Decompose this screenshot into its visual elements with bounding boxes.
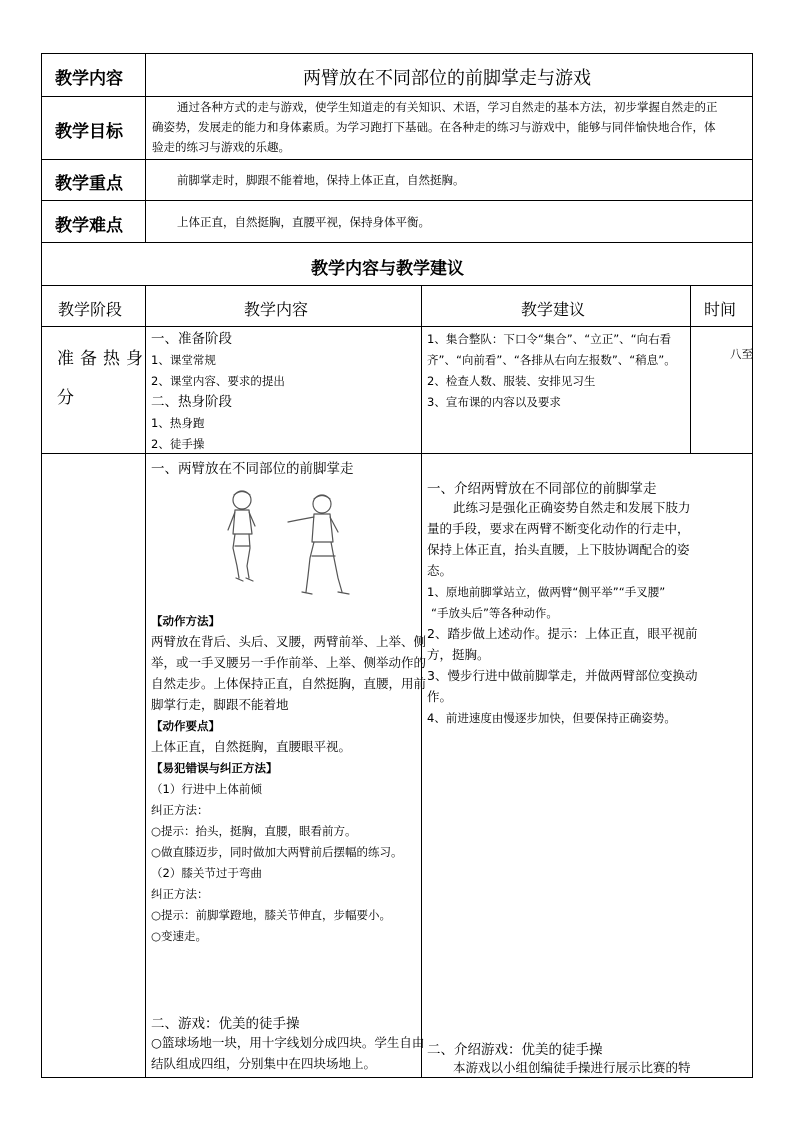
- content-value: 两臂放在不同部位的前脚掌走与游戏: [303, 68, 591, 89]
- fix-item: ○提示：前脚掌蹬地，膝关节伸直，步幅要小。: [151, 908, 392, 922]
- content-line: 1、热身跑: [151, 416, 205, 430]
- advice-item: 作。: [427, 689, 453, 704]
- game-title: 二、游戏：优美的徒手操: [151, 1016, 300, 1032]
- row-divider: [41, 159, 753, 160]
- advice-item: 1、原地前脚掌站立，做两臂“侧平举”“手叉腰”: [427, 585, 666, 599]
- stage-label: 准备热身: [57, 349, 149, 369]
- advice-item: 2、踏步做上述动作。提示：上体正直，眼平视前: [427, 626, 698, 641]
- key-point-label: 教学重点: [55, 174, 123, 194]
- content-line: 二、热身阶段: [151, 394, 232, 410]
- advice-game-line: 本游戏以小组创编徒手操进行展示比赛的特: [453, 1060, 691, 1075]
- key-point-value: 前脚掌走时，脚跟不能着地，保持上体正直，自然挺胸。: [177, 173, 465, 187]
- error-item: （1）行进中上体前倾: [151, 782, 262, 796]
- goal-label: 教学目标: [55, 122, 123, 142]
- method-line: 两臂放在背后、头后、叉腰，两臂前举、上举、侧: [151, 634, 427, 649]
- row-divider: [41, 453, 753, 454]
- advice-intro-line: 保持上体正直，抬头直腰，上下肢协调配合的姿: [427, 542, 690, 557]
- advice-intro-line: 量的手段，要求在两臂不断变化动作的行走中，: [427, 521, 690, 536]
- column-divider: [690, 285, 691, 454]
- advice-item: 4、前进速度由慢逐步加快，但要保持正确姿势。: [427, 711, 676, 725]
- section-title: 教学内容与教学建议: [311, 259, 464, 279]
- method-label: 【动作方法】: [151, 614, 220, 628]
- content-title: 一、两臂放在不同部位的前脚掌走: [151, 461, 354, 477]
- table-border-right: [752, 53, 753, 1078]
- column-header-advice: 教学建议: [521, 300, 586, 319]
- error-item: （2）膝关节过于弯曲: [151, 866, 262, 880]
- advice-line: 3、宣布课的内容以及要求: [427, 395, 561, 409]
- advice-game-title: 二、介绍游戏：优美的徒手操: [427, 1042, 603, 1058]
- walking-children-illustration: [222, 486, 358, 600]
- method-line: 脚掌行走，脚跟不能着地: [151, 697, 289, 712]
- label-column-divider: [145, 53, 146, 243]
- advice-intro-line: 态。: [427, 563, 453, 578]
- fix-label: 纠正方法：: [151, 887, 209, 901]
- advice-item: 方，挺胸。: [427, 647, 490, 662]
- content-line: 2、课堂内容、要求的提出: [151, 374, 285, 388]
- column-header-content: 教学内容: [244, 300, 309, 319]
- error-label: 【易犯错误与纠正方法】: [151, 761, 278, 775]
- goal-line: 确姿势，发展走的能力和身体素质。为学习跑打下基础。在各种走的练习与游戏中，能够与同伴愉快地合作，体: [152, 120, 716, 134]
- advice-item: “手放头后”等各种动作。: [431, 606, 558, 620]
- advice-item: 3、慢步行进中做前脚掌走，并做两臂部位变换动: [427, 668, 698, 683]
- method-line: 举，或一手叉腰另一手作前举、上举、侧举动作的: [151, 655, 427, 670]
- advice-title: 一、介绍两臂放在不同部位的前脚掌走: [427, 481, 657, 497]
- advice-intro-line: 此练习是强化正确姿势自然走和发展下肢力: [453, 500, 691, 515]
- row-divider: [41, 326, 753, 327]
- method-line: 自然走步。上体保持正直，自然挺胸，直腰，用前: [151, 676, 427, 691]
- content-line: 一、准备阶段: [151, 331, 232, 347]
- advice-line: 2、检查人数、服装、安排见习生: [427, 374, 596, 388]
- key-action-label: 【动作要点】: [151, 719, 220, 733]
- fix-item: ○提示：抬头，挺胸，直腰，眼看前方。: [151, 824, 357, 838]
- column-divider: [145, 285, 146, 1078]
- table-border-left: [41, 53, 42, 1078]
- column-header-stage: 教学阶段: [58, 300, 123, 319]
- content-line: 2、徒手操: [151, 437, 205, 451]
- goal-line: 通过各种方式的走与游戏，使学生知道走的有关知识、术语，学习自然走的基本方法，初步掌握自然走的正: [177, 100, 718, 114]
- advice-line: 1、集合整队：下口令“集合”、“立正”、“向右看: [427, 332, 672, 346]
- game-line: ○篮球场地一块，用十字线划分成四块。学生自由: [151, 1035, 425, 1050]
- game-line: 结队组成四组，分别集中在四块场地上。: [151, 1056, 377, 1071]
- content-line: 1、课堂常规: [151, 353, 216, 367]
- row-divider: [41, 242, 753, 243]
- stage-label: 分: [57, 388, 74, 408]
- content-label: 教学内容: [55, 69, 123, 89]
- key-action-text: 上体正直，自然挺胸，直腰眼平视。: [151, 739, 352, 754]
- column-header-time: 时间: [704, 300, 737, 319]
- table-border-top: [41, 53, 753, 54]
- fix-item: ○变速走。: [151, 929, 208, 943]
- goal-line: 验走的练习与游戏的乐趣。: [152, 140, 290, 154]
- time-value: 八至: [730, 347, 753, 361]
- row-divider: [41, 200, 753, 201]
- advice-line: 齐”、“向前看”、“各排从右向左报数”、“稍息”。: [427, 353, 676, 367]
- difficulty-value: 上体正直，自然挺胸，直腰平视，保持身体平衡。: [177, 215, 430, 229]
- difficulty-label: 教学难点: [55, 216, 123, 236]
- fix-label: 纠正方法：: [151, 803, 209, 817]
- fix-item: ○做直膝迈步，同时做加大两臂前后摆幅的练习。: [151, 845, 403, 859]
- row-divider: [41, 285, 753, 286]
